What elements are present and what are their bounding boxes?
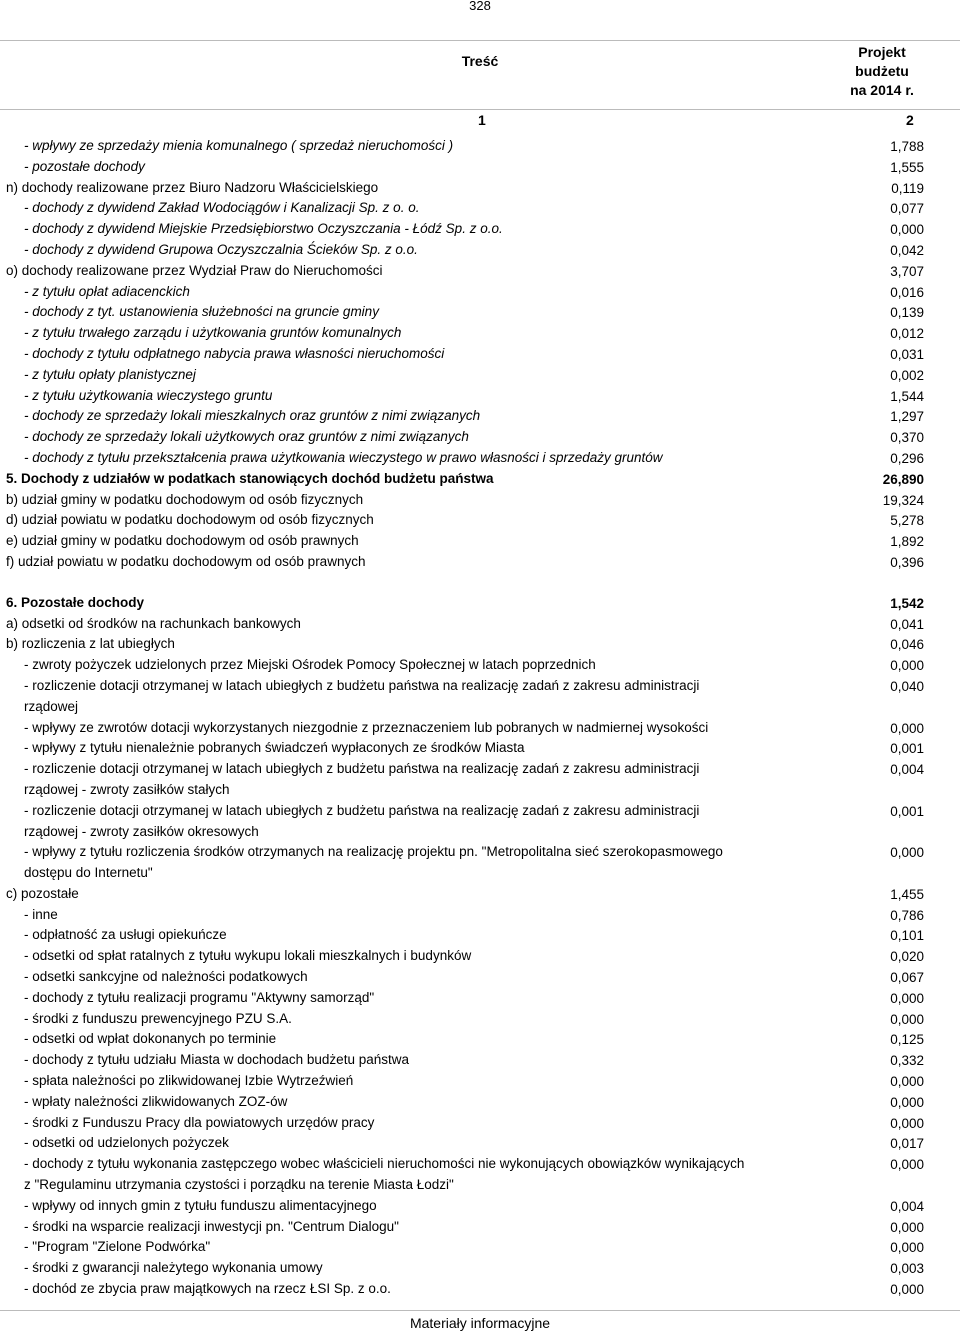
row-label: - z tytułu użytkowania wieczystego gruntu xyxy=(24,387,273,403)
table-row xyxy=(0,1050,960,1071)
table-row xyxy=(0,552,960,573)
row-label: d) udział powiatu w podatku dochodowym od osób fizycznych xyxy=(6,512,374,528)
table-row xyxy=(0,157,960,178)
page-number: 328 xyxy=(469,0,491,13)
row-label: a) odsetki od środków na rachunkach bankowych xyxy=(6,615,301,631)
row-amount: 1,542 xyxy=(890,595,924,611)
row-label: - rozliczenie dotacji otrzymanej w latach ubiegłych z budżetu państwa na realizację zadań z zakresu administracji rządowej xyxy=(24,677,700,714)
table-row xyxy=(0,302,960,323)
row-amount: 0,101 xyxy=(890,928,924,944)
row-amount: 0,046 xyxy=(890,637,924,653)
row-label: - odsetki sankcyjne od należności podatkowych xyxy=(24,969,308,985)
row-amount: 0,040 xyxy=(890,678,924,694)
table-row xyxy=(0,884,960,905)
row-label: - dochody z tytułu udziału Miasta w dochodach budżetu państwa xyxy=(24,1052,409,1068)
table-row xyxy=(0,510,960,531)
row-label: - dochody z dywidend Zakład Wodociągów i Kanalizacji Sp. z o. o. xyxy=(24,200,420,216)
row-amount: 0,000 xyxy=(890,845,924,861)
row-label: - rozliczenie dotacji otrzymanej w latach ubiegłych z budżetu państwa na realizację zadań z zakresu administracji rządowej - zwroty zasiłków okresowych xyxy=(24,802,700,839)
table-row xyxy=(0,1237,960,1258)
table-row xyxy=(0,469,960,490)
table-row xyxy=(0,136,960,157)
table-row xyxy=(0,198,960,219)
row-amount: 0,000 xyxy=(890,658,924,674)
row-amount: 0,041 xyxy=(890,616,924,632)
row-amount: 19,324 xyxy=(882,492,924,508)
table-row xyxy=(0,988,960,1009)
row-label: - "Program "Zielone Podwórka" xyxy=(24,1239,211,1255)
table-row xyxy=(0,676,960,718)
row-label: - odsetki od spłat ratalnych z tytułu wykupu lokali mieszkalnych i budynków xyxy=(24,948,472,964)
row-amount: 0,000 xyxy=(890,1115,924,1131)
row-label: - wpłaty należności zlikwidowanych ZOZ-ów xyxy=(24,1093,288,1109)
row-amount: 0,000 xyxy=(890,1074,924,1090)
table-row xyxy=(0,323,960,344)
table-row xyxy=(0,490,960,511)
row-label: 5. Dochody z udziałów w podatkach stanowiących dochód budżetu państwa xyxy=(6,470,494,486)
row-label: - dochody z tytułu przekształcenia prawa użytkowania wieczystego w prawo własności i sprzedaży gruntów xyxy=(24,449,663,465)
table-row xyxy=(0,738,960,759)
row-amount: 0,296 xyxy=(890,450,924,466)
row-amount: 0,003 xyxy=(890,1261,924,1277)
row-label: - z tytułu opłat adiacenckich xyxy=(24,283,190,299)
budget-table-body xyxy=(0,136,960,1300)
table-row xyxy=(0,1258,960,1279)
row-label: - wpływy z tytułu nienależnie pobranych świadczeń wypłaconych ze środków Miasta xyxy=(24,740,525,756)
row-label: - dochody z tyt. ustanowienia służebności na gruncie gminy xyxy=(24,304,379,320)
table-row xyxy=(0,1009,960,1030)
row-label: c) pozostałe xyxy=(6,885,79,901)
table-row xyxy=(0,946,960,967)
row-label: - zwroty pożyczek udzielonych przez Miejski Ośrodek Pomocy Społecznej w latach poprzednich xyxy=(24,657,596,673)
row-label: - wpływy ze zwrotów dotacji wykorzystanych niezgodnie z przeznaczeniem lub pobranych w nadmiernej wysokości xyxy=(24,719,709,735)
row-amount: 1,892 xyxy=(890,534,924,550)
row-label: - dochody z dywidend Miejskie Przedsiębiorstwo Oczyszczania - Łódź Sp. z o.o. xyxy=(24,221,503,237)
table-row xyxy=(0,448,960,469)
table-row xyxy=(0,531,960,552)
amount-header-line: budżetu xyxy=(855,63,909,79)
row-amount: 0,031 xyxy=(890,346,924,362)
row-amount: 1,297 xyxy=(890,409,924,425)
row-amount: 0,000 xyxy=(890,1157,924,1173)
table-row xyxy=(0,406,960,427)
row-amount: 0,000 xyxy=(890,990,924,1006)
row-amount: 0,332 xyxy=(890,1053,924,1069)
row-amount: 0,000 xyxy=(890,222,924,238)
row-label: - dochody z tytułu odpłatnego nabycia prawa własności nieruchomości xyxy=(24,345,445,361)
row-amount: 0,042 xyxy=(890,242,924,258)
row-amount: 0,001 xyxy=(890,803,924,819)
table-row xyxy=(0,801,960,843)
row-amount: 0,004 xyxy=(890,1198,924,1214)
row-label: 6. Pozostałe dochody xyxy=(6,594,145,610)
row-amount: 1,455 xyxy=(890,886,924,902)
table-header xyxy=(0,40,960,110)
table-row xyxy=(0,1133,960,1154)
column-numbers xyxy=(0,112,960,128)
table-row xyxy=(0,1092,960,1113)
row-label: - dochody z tytułu wykonania zastępczego wobec właścicieli nieruchomości nie wykonujących obowiązków wynikających z "Regulaminu utrzymania czystości i porządku na terenie Miasta Łodzi" xyxy=(24,1156,745,1193)
table-row xyxy=(0,240,960,261)
row-label: - z tytułu trwałego zarządu i użytkowania gruntów komunalnych xyxy=(24,325,402,341)
row-amount: 3,707 xyxy=(890,263,924,279)
row-label: - środki z funduszu prewencyjnego PZU S.A. xyxy=(24,1010,292,1026)
row-label: e) udział gminy w podatku dochodowym od osób prawnych xyxy=(6,533,359,549)
row-spacer xyxy=(0,573,960,593)
row-amount: 0,000 xyxy=(890,720,924,736)
table-row xyxy=(0,1154,960,1196)
table-row xyxy=(0,1217,960,1238)
row-label: b) udział gminy w podatku dochodowym od osób fizycznych xyxy=(6,491,364,507)
table-row xyxy=(0,634,960,655)
table-row xyxy=(0,282,960,303)
row-amount: 0,001 xyxy=(890,741,924,757)
table-row xyxy=(0,1279,960,1300)
table-row xyxy=(0,1196,960,1217)
row-amount: 0,017 xyxy=(890,1136,924,1152)
amount-column-header xyxy=(826,43,938,100)
table-row xyxy=(0,1113,960,1134)
row-label: - środki z Funduszu Pracy dla powiatowych urzędów pracy xyxy=(24,1114,375,1130)
row-amount: 0,004 xyxy=(890,762,924,778)
row-label: - z tytułu opłaty planistycznej xyxy=(24,366,196,382)
row-amount: 0,002 xyxy=(890,367,924,383)
table-row xyxy=(0,427,960,448)
row-amount: 0,000 xyxy=(890,1219,924,1235)
row-label: - wpływy od innych gmin z tytułu funduszu alimentacyjnego xyxy=(24,1197,377,1213)
row-label: - rozliczenie dotacji otrzymanej w latach ubiegłych z budżetu państwa na realizację zadań z zakresu administracji rządowej - zwroty zasiłków stałych xyxy=(24,761,700,797)
amount-header-line: Projekt xyxy=(858,44,906,60)
row-label: - odpłatność za usługi opiekuńcze xyxy=(24,927,227,943)
row-amount: 0,067 xyxy=(890,970,924,986)
row-amount: 5,278 xyxy=(890,513,924,529)
row-amount: 0,370 xyxy=(890,430,924,446)
table-row xyxy=(0,655,960,676)
table-row xyxy=(0,718,960,739)
row-amount: 0,125 xyxy=(890,1032,924,1048)
table-row xyxy=(0,386,960,407)
table-row xyxy=(0,178,960,199)
table-row xyxy=(0,1071,960,1092)
row-amount: 1,555 xyxy=(890,159,924,175)
row-amount: 0,016 xyxy=(890,284,924,300)
row-label: - odsetki od wpłat dokonanych po terminie xyxy=(24,1031,277,1047)
column-number-2: 2 xyxy=(906,112,914,128)
row-label: - dochody ze sprzedaży lokali użytkowych oraz gruntów z nimi związanych xyxy=(24,429,469,445)
row-label: - inne xyxy=(24,906,58,922)
content-column-header: Treść xyxy=(461,53,499,69)
row-amount: 1,788 xyxy=(890,139,924,154)
row-label: - środki z gwarancji należytego wykonania umowy xyxy=(24,1260,323,1276)
table-row xyxy=(0,344,960,365)
row-amount: 0,139 xyxy=(890,305,924,321)
table-row xyxy=(0,925,960,946)
table-row xyxy=(0,365,960,386)
amount-header-line: na 2014 r. xyxy=(850,82,914,98)
row-label: f) udział powiatu w podatku dochodowym od osób prawnych xyxy=(6,553,366,569)
page-footer xyxy=(0,1310,960,1331)
row-label: - odsetki od udzielonych pożyczek xyxy=(24,1135,229,1151)
row-label: - dochody ze sprzedaży lokali mieszkalnych oraz gruntów z nimi związanych xyxy=(24,408,481,424)
row-label: - środki na wsparcie realizacji inwestycji pn. "Centrum Dialogu" xyxy=(24,1218,399,1234)
row-label: - dochody z tytułu realizacji programu "Aktywny samorząd" xyxy=(24,989,375,1005)
row-amount: 1,544 xyxy=(890,388,924,404)
row-label: - pozostałe dochody xyxy=(24,158,145,174)
row-amount: 0,000 xyxy=(890,1094,924,1110)
row-label: b) rozliczenia z lat ubiegłych xyxy=(6,636,175,652)
row-amount: 0,786 xyxy=(890,907,924,923)
row-label: o) dochody realizowane przez Wydział Praw do Nieruchomości xyxy=(6,262,383,278)
row-label: n) dochody realizowane przez Biuro Nadzoru Właścicielskiego xyxy=(6,179,379,195)
row-label: - wpływy ze sprzedaży mienia komunalnego ( sprzedaż nieruchomości ) xyxy=(24,138,454,153)
row-amount: 26,890 xyxy=(882,471,924,487)
row-amount: 0,012 xyxy=(890,326,924,342)
row-amount: 0,000 xyxy=(890,1282,924,1298)
table-row xyxy=(0,219,960,240)
table-row xyxy=(0,967,960,988)
table-row xyxy=(0,261,960,282)
row-label: - dochód ze zbycia praw majątkowych na rzecz ŁSI Sp. z o.o. xyxy=(24,1281,391,1297)
row-amount: 0,396 xyxy=(890,554,924,570)
table-row xyxy=(0,614,960,635)
table-row xyxy=(0,1029,960,1050)
table-row xyxy=(0,905,960,926)
row-label: - dochody z dywidend Grupowa Oczyszczalnia Ścieków Sp. z o.o. xyxy=(24,241,418,257)
row-amount: 0,119 xyxy=(891,180,924,196)
table-row xyxy=(0,759,960,801)
row-label: - spłata należności po zlikwidowanej Izbie Wytrzeźwień xyxy=(24,1073,354,1089)
footer-text: Materiały informacyjne xyxy=(409,1315,551,1331)
table-row xyxy=(0,593,960,614)
row-amount: 0,077 xyxy=(890,201,924,217)
table-row xyxy=(0,842,960,884)
column-number-1: 1 xyxy=(478,112,486,128)
row-amount: 0,000 xyxy=(890,1240,924,1256)
row-amount: 0,020 xyxy=(890,949,924,965)
row-amount: 0,000 xyxy=(890,1011,924,1027)
row-label: - wpływy z tytułu rozliczenia środków otrzymanych na realizację projektu pn. "Metropolitalna sieć szerokopasmowego dostępu do Internetu" xyxy=(24,844,723,881)
